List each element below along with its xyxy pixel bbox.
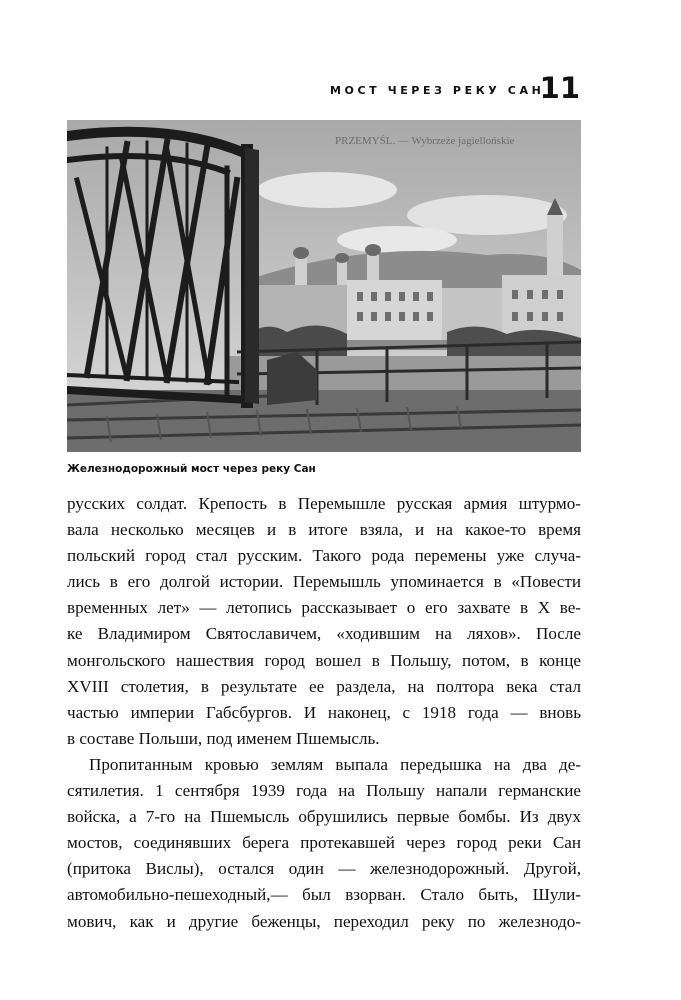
page-number: 11	[539, 71, 580, 105]
postcard-caption: PRZEMYŚL. — Wybrzeże jagiellońskie	[335, 135, 515, 147]
text-line: лись в его долгой истории. Перемышль упоминается в «Повести	[67, 572, 581, 592]
text-line: временных лет» — летопись рассказывает о его захвате в X ве-	[67, 598, 581, 618]
text-line: XVIII столетия, в результате ее раздела, на полтора века стал	[67, 676, 581, 696]
text-line: в составе Польши, под именем Пшемысль.	[67, 728, 380, 748]
text-line: мович, как и другие беженцы, переходил реку по железнодо-	[67, 911, 581, 931]
body-text	[67, 491, 581, 935]
text-line: польский город стал русским. Такого рода перемены уже случа-	[67, 546, 581, 566]
running-title: МОСТ ЧЕРЕЗ РЕКУ САН	[330, 84, 545, 97]
text-line: ке Владимиром Святославичем, «ходившим на ляхов». После	[67, 624, 581, 644]
text-line: мостов, соединявших берега протекавшей через город реки Сан	[67, 833, 581, 853]
text-line: русских солдат. Крепость в Перемышле русская армия штурмо-	[67, 494, 581, 513]
text-line: Пропитанным кровью землям выпала передышка на два де-	[89, 754, 581, 774]
text-line: вала несколько месяцев и в итоге взяла, и на какое-то время	[67, 520, 581, 540]
paragraph	[67, 491, 581, 752]
text-line: автомобильно-пешеходный,— был взорван. Стало быть, Шули-	[67, 885, 581, 905]
text-line: сятилетия. 1 сентября 1939 года на Польшу напали германские	[67, 781, 581, 801]
text-line: частью империи Габсбургов. И наконец, с 1918 года — вновь	[67, 702, 581, 722]
figure-caption: Железнодорожный мост через реку Сан	[67, 463, 316, 475]
paragraph	[67, 752, 581, 935]
text-line: монгольского нашествия город вошел в Польшу, потом, в конце	[67, 650, 581, 670]
text-line: (притока Вислы), остался один — железнодорожный. Другой,	[67, 859, 581, 879]
bridge-photo	[67, 120, 581, 452]
running-head	[330, 72, 580, 108]
text-line: войска, а 7-го на Пшемысль обрушились первые бомбы. Из двух	[67, 807, 581, 827]
